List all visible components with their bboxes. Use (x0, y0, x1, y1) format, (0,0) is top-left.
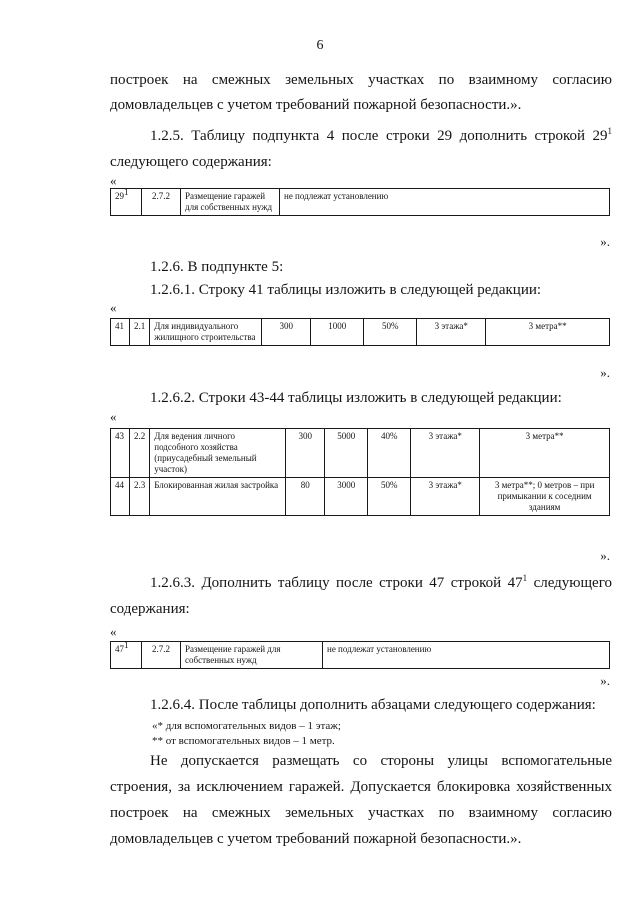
table-row-44 (111, 478, 610, 516)
cell-setback: 3 метра** (486, 319, 610, 346)
intro-line-2: домовладельцев с учетом требований пожарной безопасности.». (110, 97, 522, 113)
paragraph-line-1: Не допускается размещать со стороны улицы вспомогательные (150, 753, 612, 769)
cell-number: 43 (111, 429, 130, 478)
cell-min-area: 300 (262, 319, 311, 346)
cell-name: Размещение гаражей для собственных нужд (181, 642, 323, 669)
section-1-2-6-heading: 1.2.6. В подпункте 5: (150, 259, 284, 275)
cell-percent: 40% (368, 429, 411, 478)
section-1-2-5-heading: 1.2.5. Таблицу подпункта 4 после строки 29 дополнить строкой $29^1$ (150, 126, 612, 144)
close-quote-3: ». (600, 548, 610, 563)
section-1-2-6-4-heading: 1.2.6.4. После таблицы дополнить абзацами следующего содержания: (150, 697, 596, 713)
section-1-2-6-1-heading: 1.2.6.1. Строку 41 таблицы изложить в следующей редакции: (150, 282, 542, 298)
cell-max-area: 3000 (325, 478, 368, 516)
cell-code: 2.1 (130, 319, 150, 346)
cell-max-area: 1000 (311, 319, 364, 346)
cell-setback: 3 метра**; 0 метров – при примыкании к соседним зданиям (480, 478, 610, 516)
paragraph-line-2: строения, за исключением гаражей. Допускается блокировка хозяйственных (110, 779, 612, 795)
section-1-2-6-3-continuation: содержания: (110, 601, 190, 617)
cell-code: 2.7.2 (142, 189, 181, 216)
footnote-2: ** от вспомогательных видов – 1 метр. (152, 735, 335, 747)
section-1-2-5-continuation: следующего содержания: (110, 154, 272, 170)
footnote-1: «* для вспомогательных видов – 1 этаж; (152, 720, 341, 732)
cell-code: 2.2 (130, 429, 150, 478)
table-row-47-1 (110, 641, 610, 669)
page-number: 6 (316, 38, 324, 53)
section-1-2-6-2-heading: 1.2.6.2. Строки 43-44 таблицы изложить в следующей редакции: (150, 390, 562, 406)
cell-floors: 3 этажа* (411, 478, 480, 516)
paragraph-line-4: домовладельцев с учетом требований пожарной безопасности.». (110, 831, 522, 847)
cell-name: Для индивидуального жилищного строительства (150, 319, 262, 346)
cell-min-area: 80 (286, 478, 325, 516)
cell-number: $29^1$ (111, 189, 142, 216)
cell-code: 2.3 (130, 478, 150, 516)
paragraph-line-3: построек на смежных земельных участках по взаимному согласию (110, 805, 612, 821)
table-row-43 (111, 429, 610, 478)
cell-number: $47^1$ (111, 642, 142, 669)
cell-number: 44 (111, 478, 130, 516)
cell-value: не подлежат установлению (280, 189, 610, 216)
table-rows-43-44 (110, 428, 610, 516)
open-quote-4: « (110, 624, 117, 639)
cell-percent: 50% (368, 478, 411, 516)
cell-name: Блокированная жилая застройка (150, 478, 286, 516)
close-quote-4: ». (600, 673, 610, 688)
cell-floors: 3 этажа* (417, 319, 486, 346)
open-quote-1: « (110, 173, 117, 188)
open-quote-2: « (110, 300, 117, 315)
cell-floors: 3 этажа* (411, 429, 480, 478)
cell-name: Для ведения личного подсобного хозяйства (приусадебный земельный участок) (150, 429, 286, 478)
section-1-2-6-3-heading: 1.2.6.3. Дополнить таблицу после строки 47 строкой $47^1$ следующего (150, 573, 612, 591)
table-row-41 (110, 318, 610, 346)
cell-setback: 3 метра** (480, 429, 610, 478)
cell-percent: 50% (364, 319, 417, 346)
cell-max-area: 5000 (325, 429, 368, 478)
close-quote-2: ». (600, 365, 610, 380)
cell-number: 41 (111, 319, 130, 346)
intro-line-1: построек на смежных земельных участках по взаимному согласию (110, 72, 612, 88)
close-quote-1: ». (600, 234, 610, 249)
table-row-29-1 (110, 188, 610, 216)
cell-name: Размещение гаражей для собственных нужд (181, 189, 280, 216)
cell-value: не подлежат установлению (323, 642, 610, 669)
cell-min-area: 300 (286, 429, 325, 478)
open-quote-3: « (110, 409, 117, 424)
cell-code: 2.7.2 (142, 642, 181, 669)
